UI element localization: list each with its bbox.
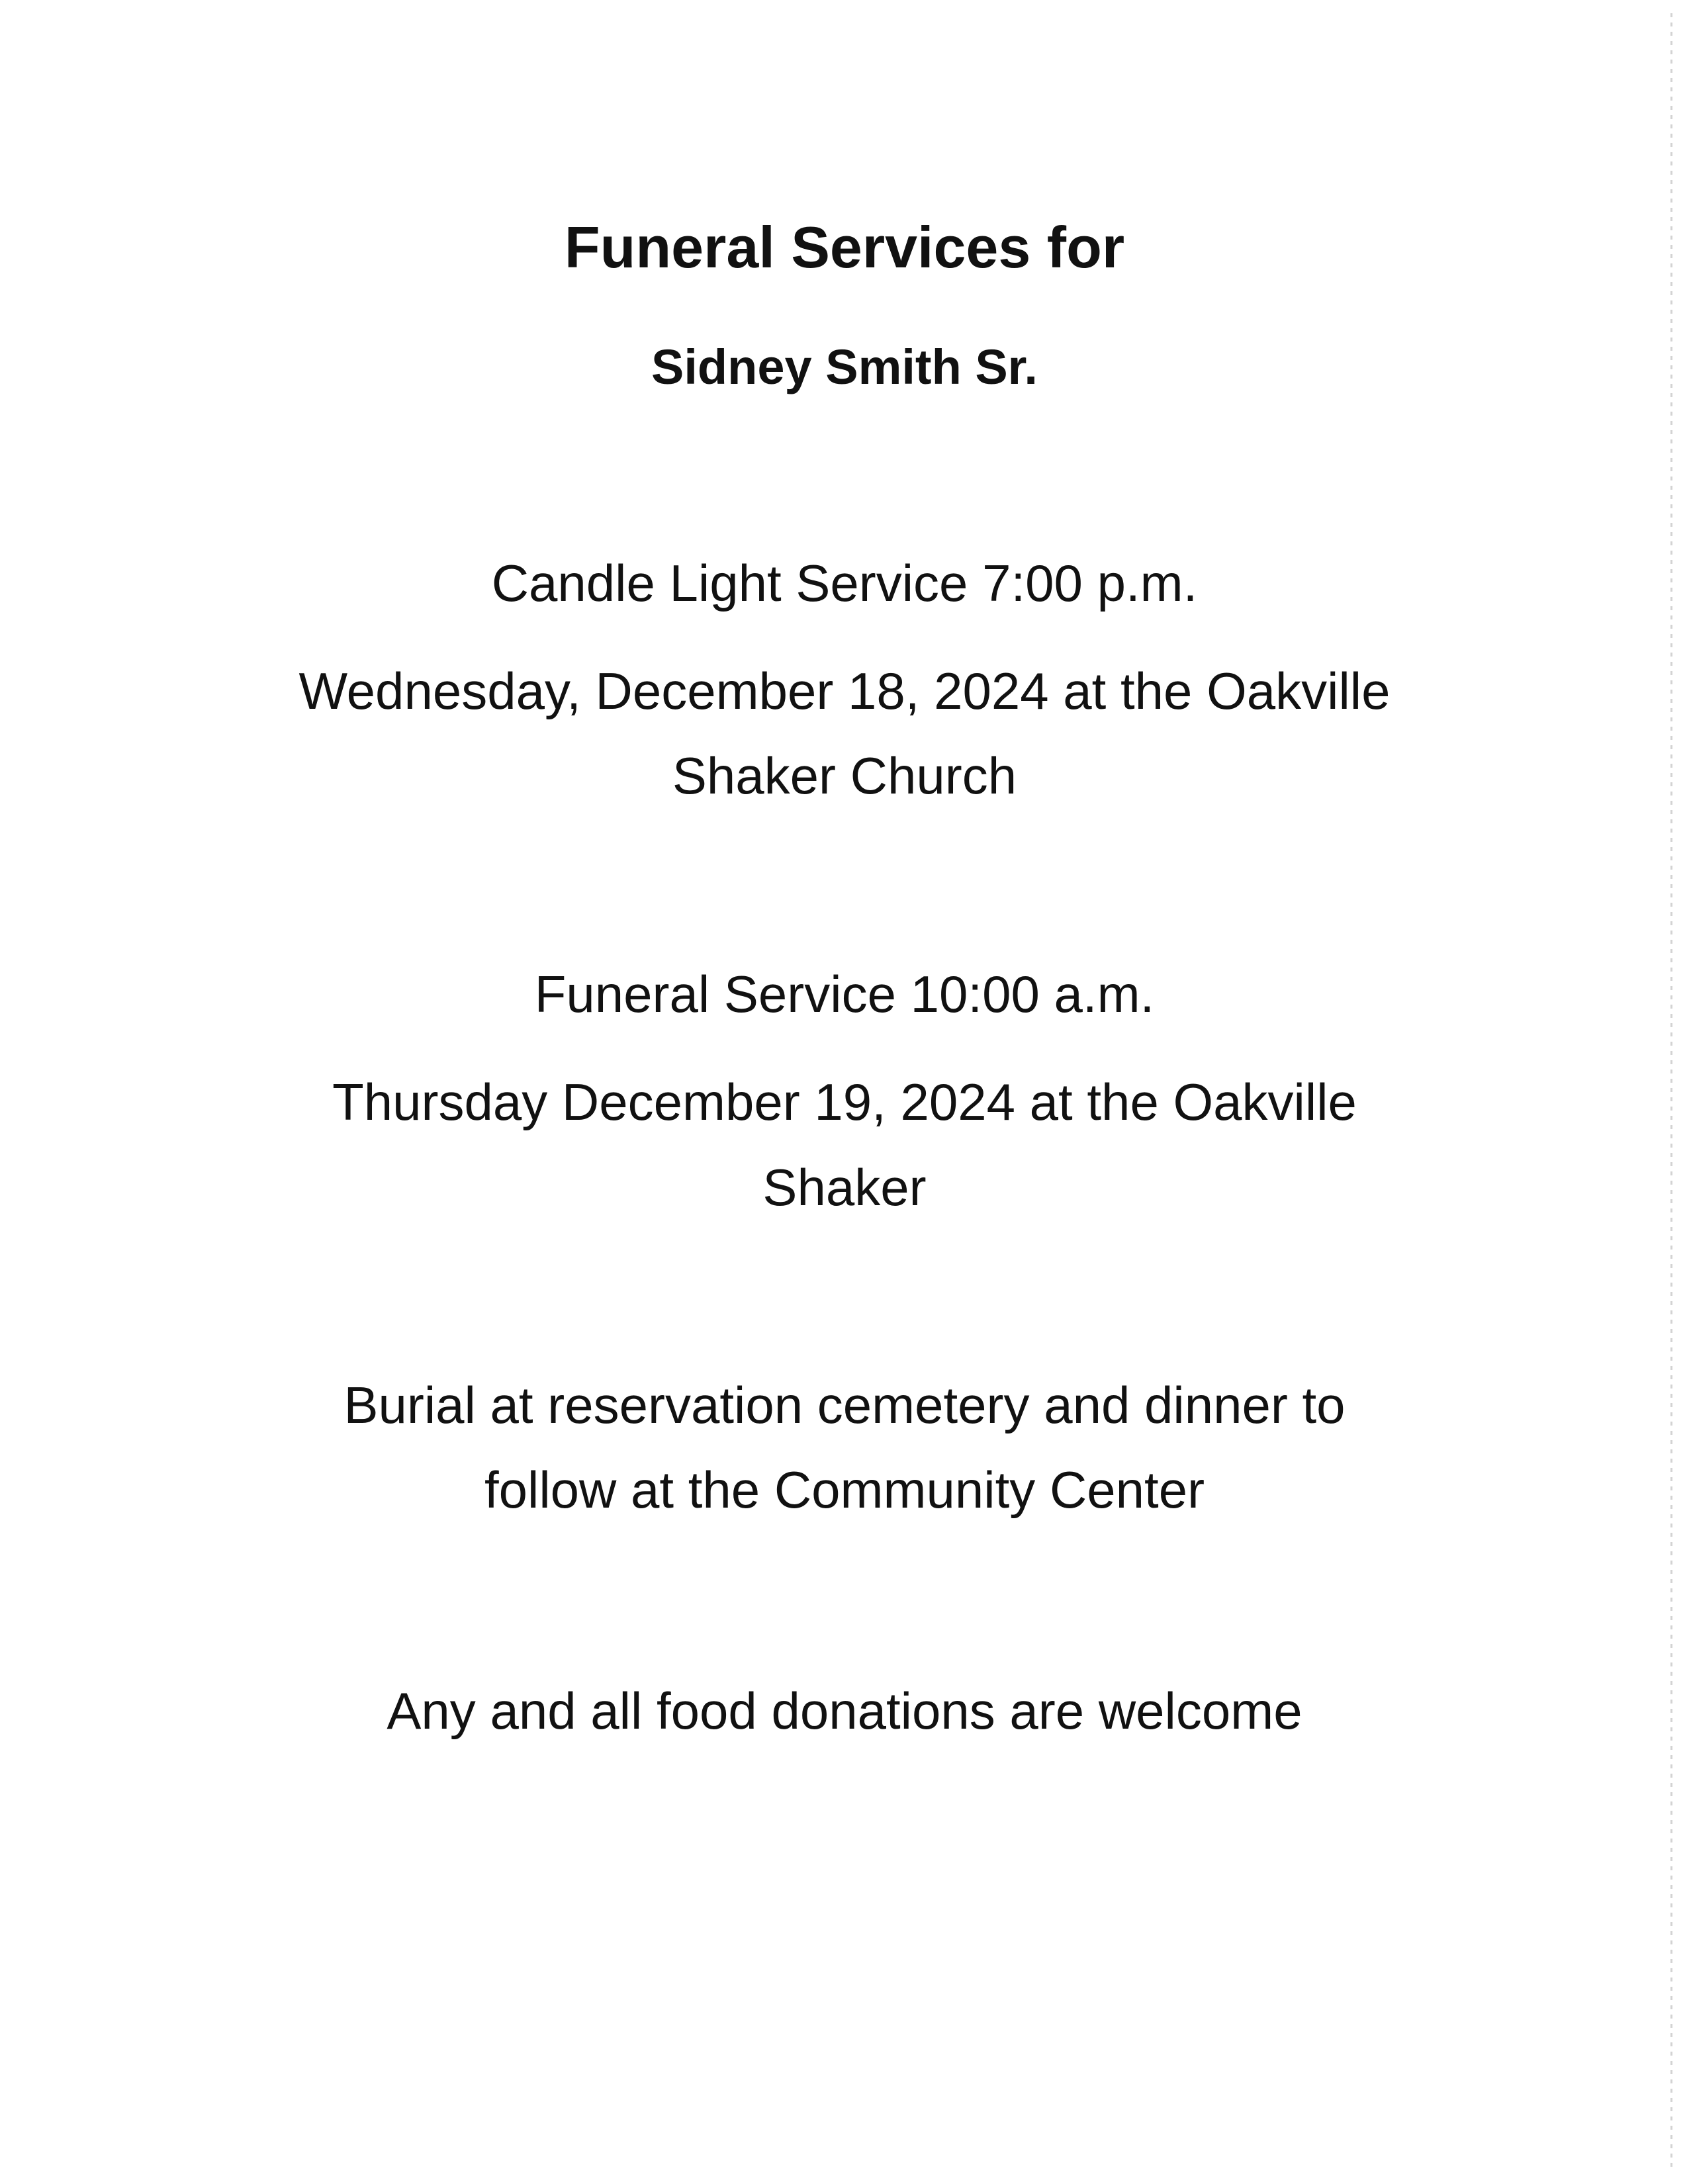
page-title: Funeral Services for: [564, 214, 1125, 280]
funeral-service-time: Funeral Service 10:00 a.m.: [534, 965, 1155, 1023]
funeral-service-location: Shaker: [762, 1158, 927, 1216]
candle-light-service-time: Candle Light Service 7:00 p.m.: [491, 554, 1198, 612]
candle-light-service-location: Shaker Church: [672, 747, 1017, 805]
donations-note: Any and all food donations are welcome: [387, 1682, 1302, 1740]
burial-info-line-2: follow at the Community Center: [484, 1461, 1205, 1519]
funeral-service-date: Thursday December 19, 2024 at the Oakville: [332, 1073, 1357, 1131]
deceased-name: Sidney Smith Sr.: [651, 340, 1038, 394]
burial-info-line-1: Burial at reservation cemetery and dinner to: [343, 1376, 1346, 1434]
candle-light-service-date: Wednesday, December 18, 2024 at the Oakville: [298, 662, 1391, 720]
